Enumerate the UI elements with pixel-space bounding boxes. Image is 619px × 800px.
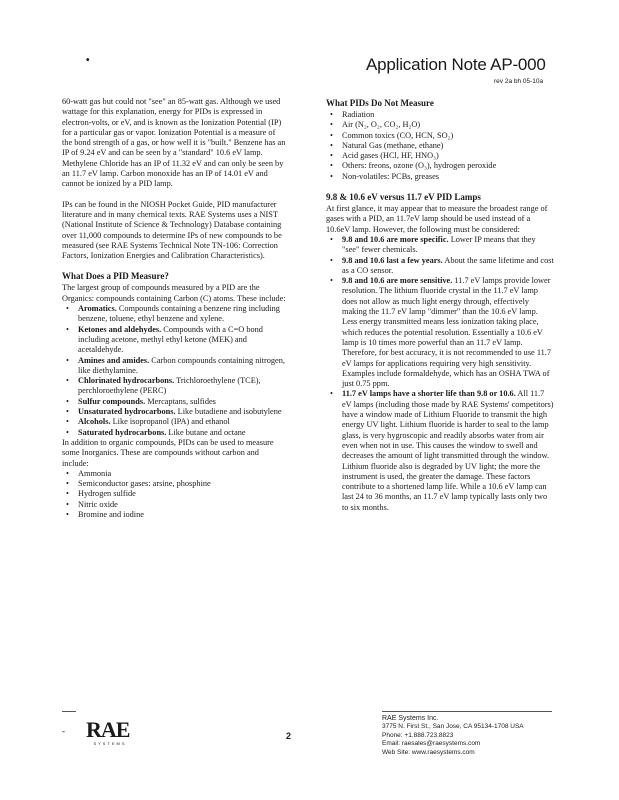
lamps-heading: 9.8 & 10.6 eV versus 11.7 eV PID Lamps — [326, 192, 481, 203]
ip-sources-paragraph: IPs can be found in the NIOSH Pocket Guide, PID manufacturer literature and in many chemical texts. RAE Systems uses a NIST (National Institute of Science & Technology) Database containing over 11,000 compounds to determine IPs of new compounds to be measured (see RAE Systems Technical Note TN-106: Correction Factors, Ionization Energies and Calibration Characteristics). — [62, 199, 282, 261]
company-name: RAE Systems Inc. — [382, 715, 439, 722]
website-address: Web Site: www.raesystems.com — [382, 748, 475, 756]
list-item-term: Chlorinated hydrocarbons. — [78, 376, 175, 386]
measure-heading: What Does a PID Measure? — [62, 271, 169, 282]
list-item: • Hydrogen sulfide — [62, 489, 286, 499]
left-column — [62, 97, 286, 520]
list-item-term: 9.8 and 10.6 are more specific. — [342, 234, 449, 244]
company-logo — [86, 717, 134, 745]
list-item — [62, 376, 286, 397]
list-item-text: 11.7 eV lamps provide lower resolution. The lithium fluoride crystal in the 11.7 eV lamp does not allow as much light energy through, effectively making the 11.7 eV lamp "dimmer" than the 10.6 eV lamp. Less energy transmitted means less ionization taking place, which reduces the potential resolution. Essentially a 10.6 eV lamp is 10 times more powerful than an 11.7 eV lamp. Therefore, for best accuracy, it is not recommended to use 11.7 eV lamps for applications requiring very high sensitivity. Examples include formaldehyde, which has an OSHA TWA of just 0.75 ppm. — [342, 276, 552, 389]
list-item-text: Trichloroethylene (TCE), perchloroethylene (PERC) — [78, 376, 261, 396]
lamps-intro: At first glance, it may appear that to measure the broadest range of gases with a PID, an 11.7eV lamp should be used instead of a 10.6eV lamp. However, the following must be considered: — [326, 204, 548, 234]
phone-number: Phone: +1.888.723.8823 — [382, 731, 454, 739]
inorganics-list — [62, 469, 286, 520]
list-item-term: Ketones and aldehydes. — [78, 324, 162, 334]
header-mark: • — [86, 55, 90, 66]
list-item: • Air (N₂, O₂, CO₂, H₂O) — [326, 120, 554, 130]
list-item-text: Carbon compounds containing nitrogen, like diethylamine. — [78, 355, 285, 375]
footer-address-block — [382, 715, 524, 757]
list-item-term: 9.8 and 10.6 last a few years. — [342, 255, 443, 265]
footer-divider — [382, 711, 552, 712]
page-number: 2 — [286, 731, 292, 741]
list-item-text: Lower IP means that they "see" fewer chemicals. — [342, 234, 536, 255]
list-item-term: Amines and amides. — [78, 355, 150, 365]
intro-paragraph: 60-watt gas but could not "see" an 85-watt gas. Although we used wattage for this explanation, energy for PIDs is expressed in electron-volts, or eV, and is known as the Ionization Potential (IP) for a particular gas or vapor. Ionization Potential is a measure of the bond strength of a gas, or how well it is "built." Benzene has an IP of 9.24 eV and can be seen by a "standard" 10.6 eV lamp. Methylene Chloride has an IP of 11.32 eV and can only be seen by an 11.7 eV lamp. Carbon monoxide has an IP of 14.01 eV and cannot be ionized by a PID lamp. — [62, 97, 286, 189]
inorganics-intro: In addition to organic compounds, PIDs can be used to measure some Inorganics. These are compounds without carbon and include: — [62, 437, 274, 468]
organics-list — [62, 304, 286, 438]
list-item: • Radiation — [326, 110, 554, 120]
list-item: • Common toxics (CO, HCN, SO₂) — [326, 131, 554, 141]
revision-label: rev 2a bh 05-10a — [494, 78, 544, 85]
list-item: • Nitric oxide — [62, 500, 286, 510]
list-item-text: Like isopropanol (IPA) and ethanol — [110, 417, 230, 427]
footer-divider-left — [62, 711, 76, 712]
list-item-text: Like butane and octane — [166, 427, 246, 437]
not-measure-list — [326, 110, 554, 182]
list-item-term: Aromatics. — [78, 304, 117, 314]
right-column — [326, 98, 554, 513]
street-address: 3775 N. First St., San Jose, CA 95134-1708 USA — [382, 723, 524, 731]
list-item-text: About the same lifetime and cost as a CO sensor. — [342, 255, 554, 275]
list-item: • Semiconductor gases: arsine, phosphine — [62, 479, 286, 489]
list-item — [326, 256, 554, 277]
list-item: • Natural Gas (methane, ethane) — [326, 141, 554, 151]
list-item — [62, 356, 286, 377]
list-item — [62, 417, 286, 427]
list-item — [62, 407, 286, 417]
list-item: • Non-volatiles: PCBs, greases — [326, 172, 554, 182]
logo-text: RAE — [86, 717, 130, 742]
list-item — [326, 235, 554, 256]
not-measure-heading: What PIDs Do Not Measure — [326, 98, 434, 108]
list-item-text: All 11.7 eV lamps (including those made by RAE Systems' competitors) have a window made of Lithium Fluoride to transmit the high energy UV light. Lithium fluoride is harder to seal to the lamp glass, is very hygroscopic and readily absorbs water from air even when not in use. This causes the window to swell and decreases the amount of light transmitted through the window. Lithium fluoride also is degraded by UV light; the more the instrument is used, the greater the damage. These factors contribute to a shortened lamp life. While a 10.6 eV lamp can last 24 to 36 months, an 11.7 eV lamp typically lasts only two to six months. — [342, 389, 554, 512]
list-item — [62, 428, 286, 438]
list-item — [62, 325, 286, 356]
list-item-term: 9.8 and 10.6 are more sensitive. — [342, 276, 453, 286]
list-item: • Others: freons, ozone (O₃), hydrogen peroxide — [326, 161, 554, 171]
list-item: • Bromine and iodine — [62, 510, 286, 520]
list-item-text: Compounds with a C=O bond including acetone, methyl ethyl ketone (MEK) and acetaldehyde. — [78, 324, 263, 355]
list-item-term: Saturated hydrocarbons. — [78, 427, 167, 437]
email-address: Email: raesales@raesystems.com — [382, 740, 481, 748]
list-item — [62, 397, 286, 407]
list-item-text: Like butadiene and isobutylene — [175, 407, 282, 417]
list-item-text: Compounds containing a benzene ring including benzene, toluene, ethyl benzene and xylene. — [78, 304, 280, 324]
document-title: Application Note AP-000 — [366, 55, 546, 74]
list-item-term: Unsaturated hydrocarbons. — [78, 407, 176, 417]
list-item — [326, 389, 554, 513]
list-item-term: Sulfur compounds. — [78, 396, 146, 406]
list-item: • Acid gases (HCl, HF, HNO₃) — [326, 151, 554, 161]
list-item — [62, 304, 286, 325]
measure-intro: The largest group of compounds measured by a PID are the Organics: compounds containing Carbon (C) atoms. These include: — [62, 283, 286, 303]
list-item-term: 11.7 eV lamps have a shorter life than 9.8 or 10.6. — [342, 389, 516, 399]
footer-tick: - — [62, 726, 65, 736]
list-item-term: Alcohols. — [78, 417, 111, 427]
list-item — [326, 276, 554, 389]
logo-subtext: SYSTEMS — [93, 741, 127, 746]
list-item: • Ammonia — [62, 469, 286, 479]
list-item-text: Mercaptans, sulfides — [145, 396, 216, 406]
lamp-points-list — [326, 235, 554, 513]
